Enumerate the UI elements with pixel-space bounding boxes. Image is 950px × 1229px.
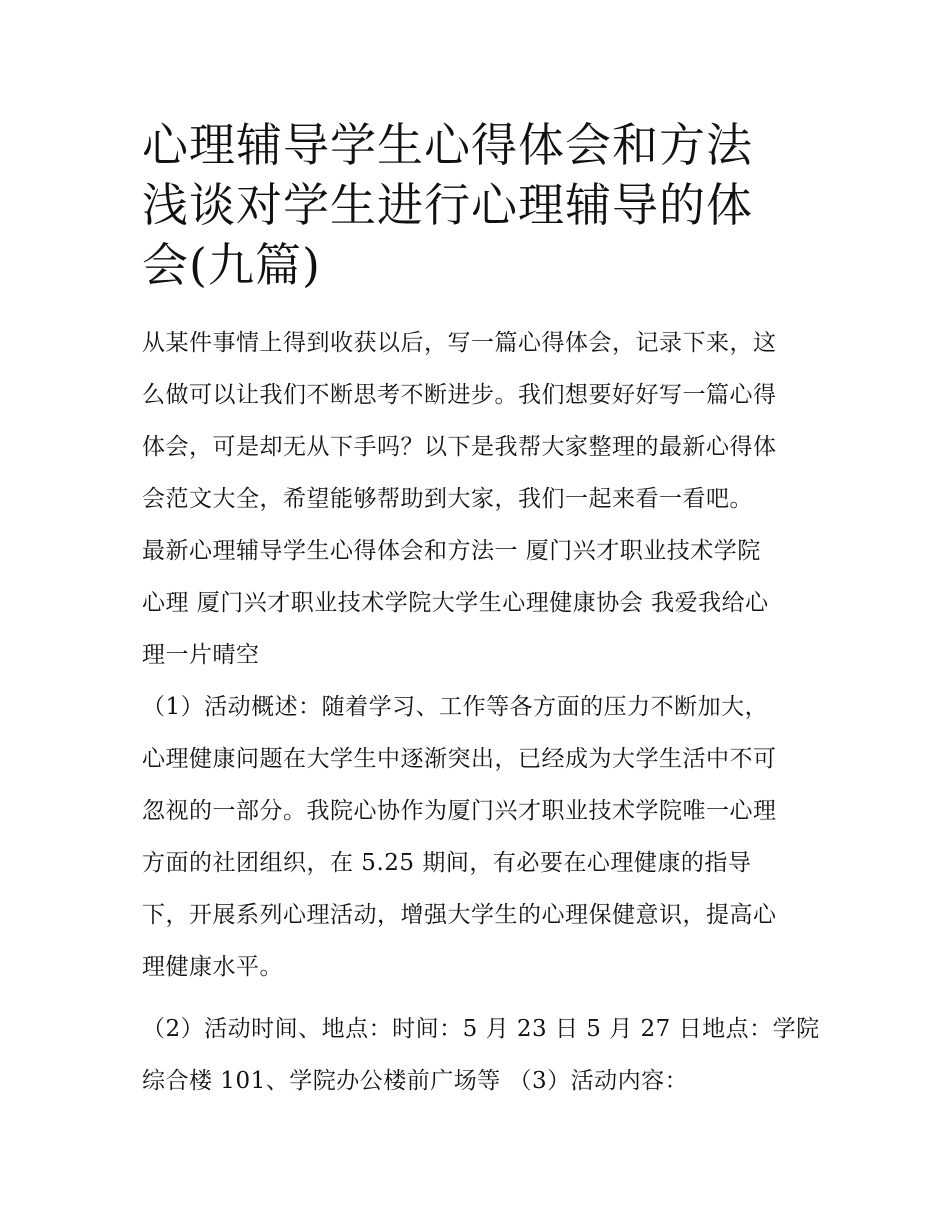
text-line: 综合楼 101、学院办公楼前广场等 （3）活动内容： bbox=[142, 1068, 689, 1094]
text-line: 理健康水平。 bbox=[142, 954, 283, 980]
text-line: （2）活动时间、地点：时间：5 月 23 日 5 月 27 日地点：学院 bbox=[142, 1016, 820, 1042]
section-heading-paragraph bbox=[142, 525, 822, 681]
document-page bbox=[142, 115, 822, 1107]
text-line: （1）活动概述：随着学习、工作等各方面的压力不断加大， bbox=[142, 694, 769, 720]
intro-paragraph bbox=[142, 317, 822, 525]
text-line: 最新心理辅导学生心得体会和方法一 厦门兴才职业技术学院 bbox=[142, 538, 761, 564]
text-line: 体会，可是却无从下手吗？以下是我帮大家整理的最新心得体 bbox=[142, 434, 777, 460]
activity-time-paragraph bbox=[142, 1003, 822, 1107]
text-line: 从某件事情上得到收获以后，写一篇心得体会，记录下来，这 bbox=[142, 330, 777, 356]
title-line: 心理辅导学生心得体会和方法 bbox=[142, 118, 753, 172]
activity-overview-paragraph bbox=[142, 681, 822, 993]
text-line: 方面的社团组织，在 5.25 期间，有必要在心理健康的指导 bbox=[142, 850, 752, 876]
text-line: 心理健康问题在大学生中逐渐突出，已经成为大学生活中不可 bbox=[142, 746, 777, 772]
title-line: 会(九篇) bbox=[142, 238, 321, 292]
text-line: 下，开展系列心理活动，增强大学生的心理保健意识，提高心 bbox=[142, 902, 777, 928]
title-line: 浅谈对学生进行心理辅导的体 bbox=[142, 178, 753, 232]
document-body bbox=[142, 317, 822, 1107]
text-line: 么做可以让我们不断思考不断进步。我们想要好好写一篇心得 bbox=[142, 382, 777, 408]
document-title bbox=[142, 115, 822, 295]
text-line: 理一片晴空 bbox=[142, 642, 260, 668]
text-line: 会范文大全，希望能够帮助到大家，我们一起来看一看吧。 bbox=[142, 486, 753, 512]
text-line: 忽视的一部分。我院心协作为厦门兴才职业技术学院唯一心理 bbox=[142, 798, 777, 824]
text-line: 心理 厦门兴才职业技术学院大学生心理健康协会 我爱我给心 bbox=[142, 590, 769, 616]
